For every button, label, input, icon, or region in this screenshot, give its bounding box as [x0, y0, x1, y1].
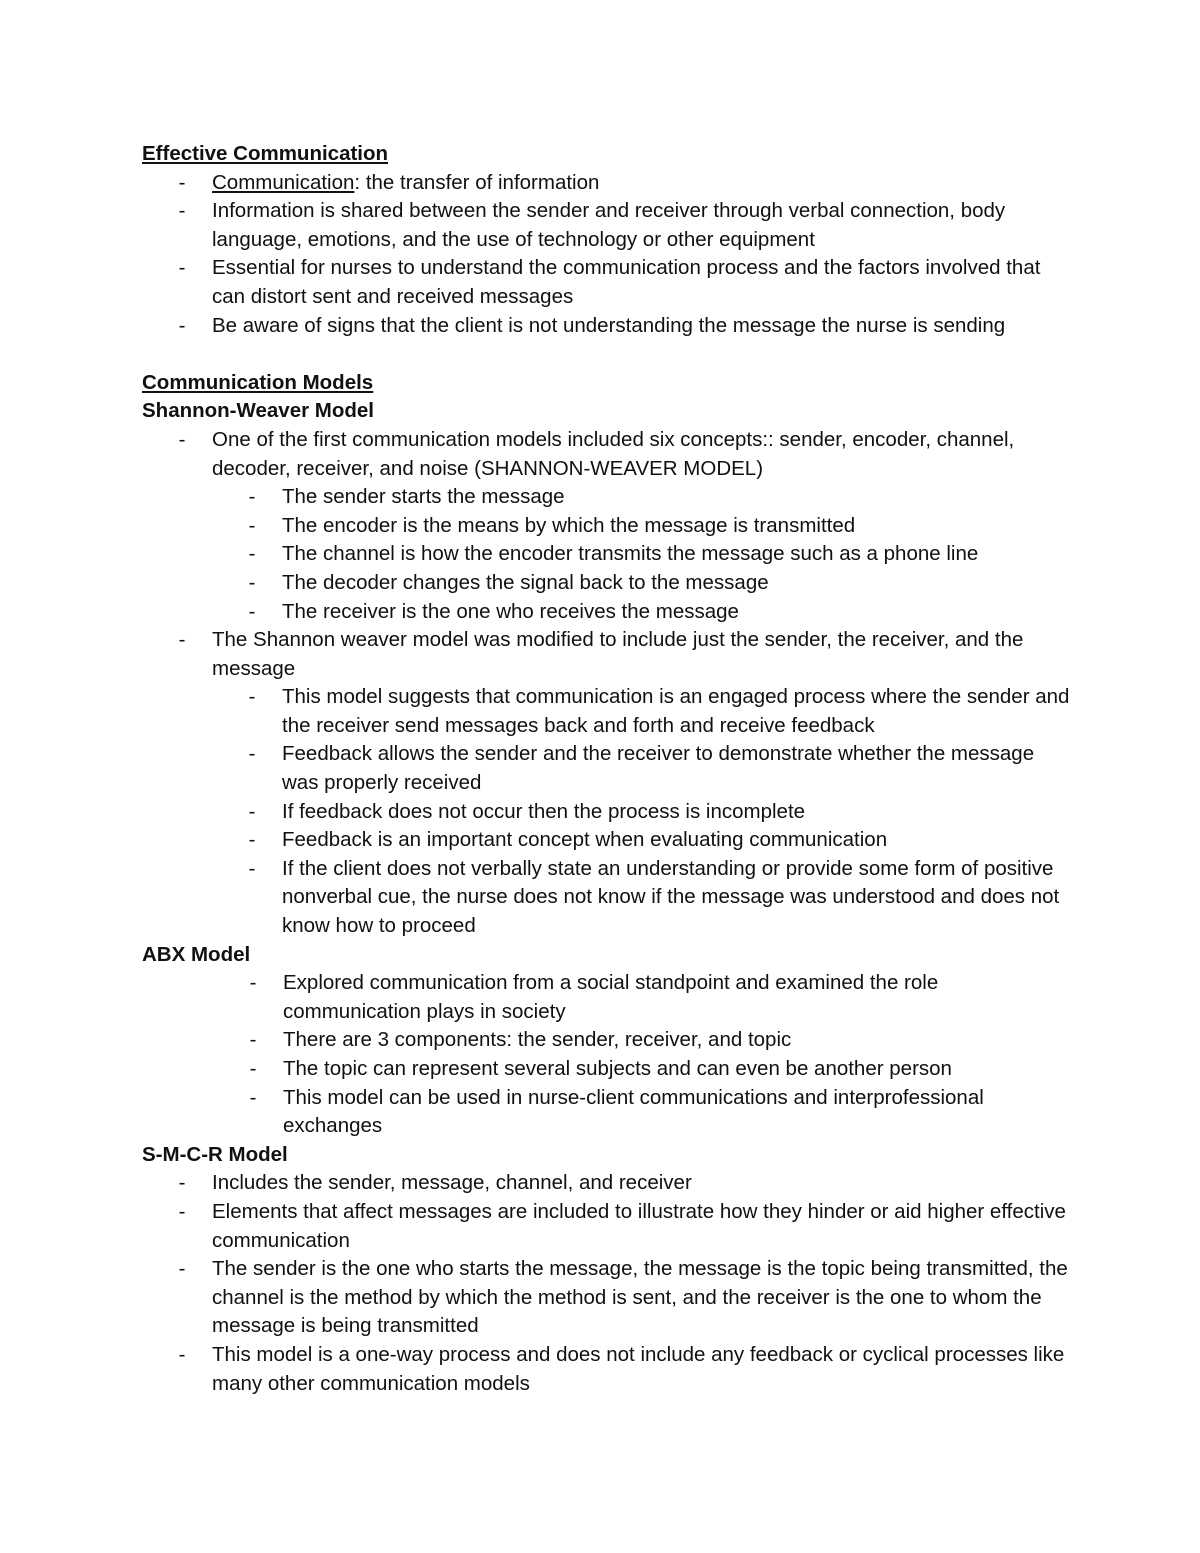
list-item [249, 1055, 1072, 1084]
bullet-dash: - [248, 799, 256, 823]
list-item-text: Essential for nurses to understand the communication process and the factors involved that can distort sent and received messages [212, 256, 1041, 308]
list-item-text: The sender starts the message [282, 485, 565, 509]
list-item-text: There are 3 components: the sender, receiver, and topic [283, 1028, 792, 1052]
term-communication: Communication [212, 170, 355, 194]
bullet-dash: - [249, 1057, 257, 1080]
list-item-text: One of the first communication models included six concepts:: sender, encoder, channel, decoder, receiver, and noise (SHANNON-WEAVER MODEL) [212, 427, 1015, 480]
document-page [142, 140, 1072, 1398]
list-item-text: This model can be used in nurse-client communications and interprofessional exchanges [283, 1085, 984, 1138]
list-item-text: The sender is the one who starts the message, the message is the topic being transmitted, the channel is the method by which the method is sent, and the receiver is the one to whom the message is being transmitted [212, 1257, 1068, 1338]
bullet-dash: - [248, 742, 256, 766]
list-item-text: Includes the sender, message, channel, and receiver [212, 1171, 692, 1195]
list-item-text: Elements that affect messages are included to illustrate how they hinder or aid higher effective communication [212, 1199, 1066, 1252]
list-item [249, 1084, 1072, 1141]
bullet-dash: - [178, 170, 186, 194]
spacer [142, 340, 1072, 369]
list-item-text: Feedback allows the sender and the receiver to demonstrate whether the message was properly received [282, 742, 1035, 795]
list-item [178, 1255, 1072, 1341]
subheading-shannon-weaver-model: Shannon-Weaver Model [142, 399, 374, 423]
list-item [248, 826, 1072, 855]
list-item [178, 1169, 1072, 1198]
bullet-dash: - [178, 256, 186, 280]
bullet-dash: - [178, 1342, 186, 1366]
list-item-text: Feedback is an important concept when evaluating communication [282, 828, 888, 852]
bullet-dash: - [248, 856, 256, 880]
bullet-dash: - [249, 971, 257, 995]
list-item [248, 540, 1072, 569]
list-item-text: The receiver is the one who receives the message [282, 599, 739, 623]
list-item-text: The channel is how the encoder transmits the message such as a phone line [282, 542, 979, 566]
definition-text: : the transfer of information [354, 170, 600, 194]
bullet-dash: - [248, 542, 256, 566]
section-heading-communication-models: Communication Models [142, 370, 374, 394]
list-item [178, 626, 1072, 941]
shannon-weaver-modified-list [212, 683, 1072, 940]
list-item [248, 855, 1072, 941]
abx-model-list [142, 969, 1072, 1141]
list-item [178, 312, 1072, 341]
bullet-dash: - [249, 1085, 257, 1109]
bullet-dash: - [249, 1028, 257, 1052]
list-item [178, 197, 1072, 254]
bullet-dash: - [178, 1257, 186, 1281]
bullet-dash: - [248, 570, 256, 594]
shannon-weaver-concepts-list [212, 483, 1072, 626]
bullet-dash: - [178, 199, 186, 223]
list-item [248, 569, 1072, 598]
list-item-text: The Shannon weaver model was modified to include just the sender, the receiver, and the message [212, 628, 1024, 680]
list-item [248, 683, 1072, 740]
list-item [249, 969, 1072, 1026]
bullet-dash: - [178, 1199, 186, 1223]
section-heading-effective-communication: Effective Communication [142, 142, 389, 165]
smcr-model-list [142, 1169, 1072, 1398]
subheading-smcr-model: S-M-C-R Model [142, 1142, 288, 1166]
list-item [178, 254, 1072, 311]
list-item-text: The decoder changes the signal back to the message [282, 570, 769, 594]
bullet-dash: - [178, 628, 186, 652]
bullet-dash: - [248, 828, 256, 852]
list-item-text: Explored communication from a social standpoint and examined the role communication plays in society [283, 971, 939, 1023]
list-item [248, 483, 1072, 512]
list-item-text: The topic can represent several subjects and can even be another person [283, 1057, 952, 1080]
list-item-text: Be aware of signs that the client is not understanding the message the nurse is sending [212, 313, 1006, 337]
bullet-dash: - [248, 685, 256, 709]
list-item [178, 1341, 1072, 1398]
bullet-dash: - [248, 485, 256, 509]
shannon-weaver-list [142, 426, 1072, 941]
list-item-text: Information is shared between the sender and receiver through verbal connection, body language, emotions, and the use of technology or other equipment [212, 199, 1006, 251]
list-item [178, 1198, 1072, 1255]
bullet-dash: - [178, 427, 186, 451]
list-item-text: This model is a one-way process and does not include any feedback or cyclical processes like many other communication models [212, 1342, 1065, 1395]
list-item [248, 512, 1072, 541]
effective-communication-list [142, 169, 1072, 341]
bullet-dash: - [248, 513, 256, 537]
list-item [178, 169, 1072, 198]
bullet-dash: - [178, 1171, 186, 1195]
list-item-text: The encoder is the means by which the message is transmitted [282, 513, 856, 537]
list-item-text: If feedback does not occur then the process is incomplete [282, 799, 806, 823]
list-item-text: If the client does not verbally state an understanding or provide some form of positive nonverbal cue, the nurse does not know if the message was understood and does not know how to proceed [282, 856, 1060, 938]
bullet-dash: - [178, 313, 186, 337]
list-item [248, 598, 1072, 627]
list-item-text: This model suggests that communication is an engaged process where the sender and the receiver send messages back and forth and receive feedback [282, 685, 1070, 737]
subheading-abx-model: ABX Model [142, 942, 251, 966]
bullet-dash: - [248, 599, 256, 623]
list-item [249, 1026, 1072, 1055]
list-item [248, 740, 1072, 797]
list-item [178, 426, 1072, 626]
list-item [248, 798, 1072, 827]
